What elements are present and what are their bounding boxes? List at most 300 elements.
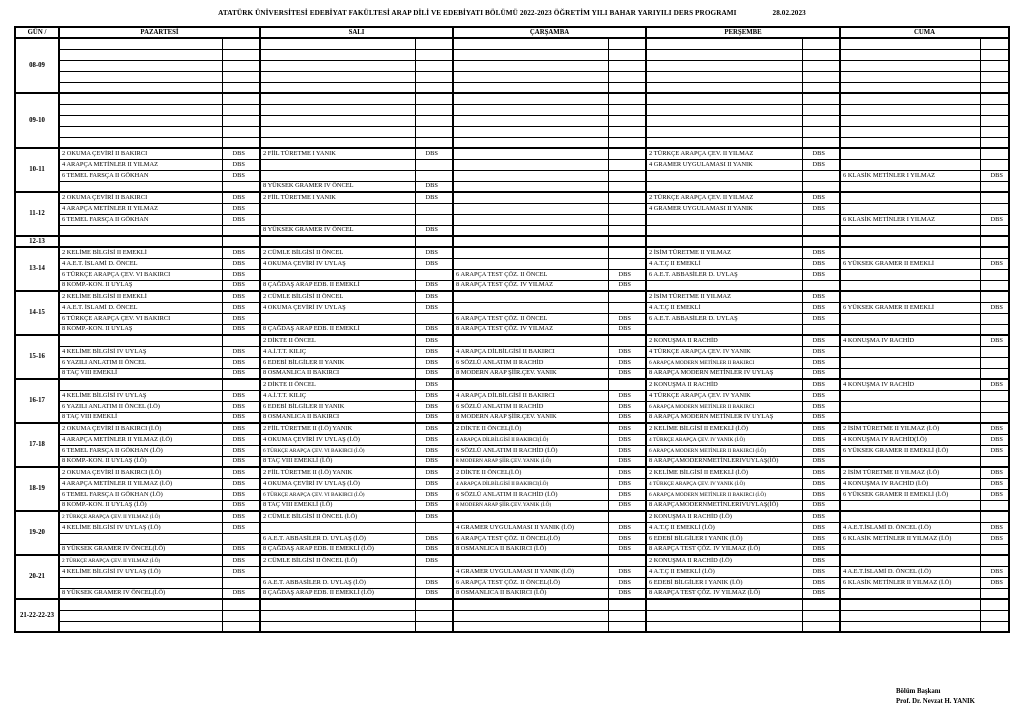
course-cell bbox=[646, 610, 802, 621]
course-cell bbox=[646, 38, 802, 49]
classroom-cell bbox=[415, 269, 453, 280]
course-cell: 2 CÜMLE BİLGİSİ II ÖNCEL bbox=[260, 247, 415, 258]
course-cell: 8 TAÇ VIII EMEKLİ (İ.Ö) bbox=[260, 456, 415, 467]
classroom-cell: DBS bbox=[802, 203, 840, 214]
course-cell bbox=[59, 621, 222, 632]
course-cell bbox=[59, 236, 222, 247]
classroom-cell: DBS bbox=[802, 511, 840, 522]
table-row bbox=[15, 258, 1009, 269]
hour-cell: 19-20 bbox=[15, 511, 59, 555]
classroom-cell: DBS bbox=[608, 368, 646, 379]
classroom-cell bbox=[608, 247, 646, 258]
classroom-cell: DBS bbox=[415, 148, 453, 159]
course-cell bbox=[646, 104, 802, 115]
course-cell bbox=[840, 82, 980, 93]
course-cell: 4 A.E.T. İSLAMİ D. ÖNCEL bbox=[59, 302, 222, 313]
classroom-cell bbox=[980, 368, 1009, 379]
course-cell bbox=[840, 544, 980, 555]
classroom-cell: DBS bbox=[802, 412, 840, 423]
classroom-cell: DBS bbox=[222, 434, 260, 445]
course-cell bbox=[260, 49, 415, 60]
course-cell: 6 EDEBİ BİLGİLER II YANIK bbox=[260, 401, 415, 412]
classroom-cell bbox=[980, 159, 1009, 170]
table-row bbox=[15, 478, 1009, 489]
classroom-cell bbox=[415, 214, 453, 225]
course-cell bbox=[840, 269, 980, 280]
course-cell: 8 KOMP.-KON. II UYLAŞ (İ.Ö) bbox=[59, 456, 222, 467]
course-cell: 8 TAÇ VIII EMEKLİ bbox=[59, 412, 222, 423]
course-cell: 2 OKUMA ÇEVİRİ II BAKIRCI bbox=[59, 192, 222, 203]
course-cell: 6 EDEBİ BİLGİLER I YANIK (İ.Ö) bbox=[646, 533, 802, 544]
classroom-cell bbox=[980, 225, 1009, 236]
course-cell bbox=[840, 621, 980, 632]
table-row bbox=[15, 489, 1009, 500]
classroom-cell: DBS bbox=[608, 566, 646, 577]
course-cell: 4 A.İ.T.T. KILIÇ bbox=[260, 390, 415, 401]
course-cell bbox=[840, 137, 980, 148]
course-cell: 2 TÜRKÇE ARAPÇA ÇEV. II YILMAZ bbox=[646, 148, 802, 159]
course-cell: 4 A.İ.T.T. KILIÇ bbox=[260, 346, 415, 357]
classroom-cell bbox=[980, 412, 1009, 423]
classroom-cell: DBS bbox=[608, 478, 646, 489]
course-cell bbox=[59, 49, 222, 60]
course-cell bbox=[840, 126, 980, 137]
classroom-cell bbox=[802, 93, 840, 104]
classroom-cell: DBS bbox=[980, 379, 1009, 390]
course-cell: 4 KONUŞMA IV RACHİD bbox=[840, 335, 980, 346]
classroom-cell: DBS bbox=[222, 170, 260, 181]
classroom-cell: DBS bbox=[802, 192, 840, 203]
course-cell bbox=[646, 93, 802, 104]
classroom-cell: DBS bbox=[415, 555, 453, 566]
classroom-cell: DBS bbox=[802, 588, 840, 599]
classroom-cell bbox=[415, 599, 453, 610]
table-row bbox=[15, 269, 1009, 280]
classroom-cell: DBS bbox=[222, 412, 260, 423]
classroom-cell bbox=[980, 511, 1009, 522]
course-cell bbox=[646, 137, 802, 148]
classroom-cell bbox=[608, 258, 646, 269]
classroom-cell: DBS bbox=[222, 258, 260, 269]
classroom-cell: DBS bbox=[415, 280, 453, 291]
classroom-cell: DBS bbox=[802, 401, 840, 412]
hour-cell: 09-10 bbox=[15, 93, 59, 148]
course-cell bbox=[59, 126, 222, 137]
course-cell: 4 OKUMA ÇEVİRİ IV UYLAŞ (İ.Ö) bbox=[260, 434, 415, 445]
classroom-cell bbox=[980, 324, 1009, 335]
course-cell: 4 KELİME BİLGİSİ IV UYLAŞ (İ.Ö) bbox=[59, 522, 222, 533]
course-cell: 8 ARAPÇA MODERN METİNLER IV UYLAŞ bbox=[646, 412, 802, 423]
classroom-cell: DBS bbox=[802, 379, 840, 390]
classroom-cell: DBS bbox=[608, 423, 646, 434]
classroom-cell bbox=[980, 555, 1009, 566]
schedule-table bbox=[14, 26, 1010, 633]
classroom-cell bbox=[608, 621, 646, 632]
course-cell bbox=[260, 610, 415, 621]
course-cell bbox=[453, 93, 608, 104]
classroom-cell bbox=[222, 49, 260, 60]
table-row bbox=[15, 148, 1009, 159]
classroom-cell: DBS bbox=[415, 588, 453, 599]
table-row bbox=[15, 401, 1009, 412]
classroom-cell: DBS bbox=[802, 577, 840, 588]
classroom-cell: DBS bbox=[802, 258, 840, 269]
course-cell bbox=[260, 203, 415, 214]
classroom-cell bbox=[802, 82, 840, 93]
course-cell: 8 MODERN ARAP ŞİİR.ÇEV. YANIK (İ.Ö) bbox=[453, 500, 608, 511]
course-cell: 8 YÜKSEK GRAMER IV ÖNCEL bbox=[260, 181, 415, 192]
course-cell: 4 KELİME BİLGİSİ IV UYLAŞ (İ.Ö) bbox=[59, 566, 222, 577]
classroom-cell: DBS bbox=[222, 478, 260, 489]
classroom-cell: DBS bbox=[980, 445, 1009, 456]
classroom-cell: DBS bbox=[222, 192, 260, 203]
classroom-cell bbox=[608, 192, 646, 203]
course-cell bbox=[260, 82, 415, 93]
course-cell: 8 ARAPÇAMODERNMETİNLERIVUYLAŞ(İÖ) bbox=[646, 500, 802, 511]
course-cell bbox=[840, 412, 980, 423]
table-row bbox=[15, 610, 1009, 621]
course-cell bbox=[840, 280, 980, 291]
course-cell bbox=[260, 104, 415, 115]
classroom-cell: DBS bbox=[608, 588, 646, 599]
course-cell: 4 OKUMA ÇEVİRİ IV UYLAŞ bbox=[260, 302, 415, 313]
course-cell: 2 KELİME BİLGİSİ II EMEKLİ (İ.Ö) bbox=[646, 467, 802, 478]
classroom-cell: DBS bbox=[980, 489, 1009, 500]
classroom-cell bbox=[608, 38, 646, 49]
classroom-cell: DBS bbox=[415, 192, 453, 203]
classroom-cell: DBS bbox=[415, 335, 453, 346]
classroom-cell: DBS bbox=[980, 577, 1009, 588]
classroom-cell bbox=[415, 71, 453, 82]
table-row bbox=[15, 192, 1009, 203]
classroom-cell: DBS bbox=[802, 390, 840, 401]
classroom-cell: DBS bbox=[608, 346, 646, 357]
course-cell bbox=[840, 115, 980, 126]
table-row bbox=[15, 379, 1009, 390]
course-cell: 4 KONUŞMA IV RACHİD bbox=[840, 379, 980, 390]
table-row bbox=[15, 566, 1009, 577]
classroom-cell: DBS bbox=[608, 489, 646, 500]
course-cell bbox=[840, 71, 980, 82]
course-cell bbox=[840, 599, 980, 610]
classroom-cell: DBS bbox=[415, 390, 453, 401]
course-cell: 6 A.E.T. ABBASİLER D. UYLAŞ bbox=[646, 313, 802, 324]
classroom-cell: DBS bbox=[415, 500, 453, 511]
classroom-cell bbox=[980, 192, 1009, 203]
course-cell bbox=[646, 115, 802, 126]
course-cell bbox=[453, 203, 608, 214]
course-cell: 4 A.T.Ç II EMEKLİ bbox=[646, 258, 802, 269]
course-cell: 6 ARAPÇA TEST ÇÖZ. II ÖNCEL bbox=[453, 313, 608, 324]
course-cell bbox=[453, 137, 608, 148]
classroom-cell bbox=[980, 104, 1009, 115]
classroom-cell: DBS bbox=[608, 412, 646, 423]
course-cell bbox=[59, 577, 222, 588]
classroom-cell bbox=[802, 49, 840, 60]
course-cell bbox=[260, 126, 415, 137]
course-cell bbox=[453, 302, 608, 313]
course-cell: 6 TÜRKÇE ARAPÇA ÇEV. VI BAKIRCI (İ.Ö) bbox=[260, 489, 415, 500]
classroom-cell bbox=[222, 60, 260, 71]
course-cell: 2 DİKTE II ÖNCEL bbox=[260, 335, 415, 346]
classroom-cell bbox=[980, 269, 1009, 280]
course-cell: 2 TÜRKÇE ARAPÇA ÇEV. II YILMAZ (İ.Ö) bbox=[59, 555, 222, 566]
table-row bbox=[15, 434, 1009, 445]
table-row bbox=[15, 225, 1009, 236]
classroom-cell: DBS bbox=[415, 379, 453, 390]
classroom-cell: DBS bbox=[608, 522, 646, 533]
course-cell: 8 ARAPÇA MODERN METİNLER IV UYLAŞ bbox=[646, 368, 802, 379]
classroom-cell: DBS bbox=[222, 313, 260, 324]
course-cell: 6 ARAPÇA MODERN METİNLER II BAKIRCI (İ.Ö) bbox=[646, 445, 802, 456]
classroom-cell: DBS bbox=[415, 324, 453, 335]
course-cell bbox=[840, 610, 980, 621]
classroom-cell: DBS bbox=[802, 269, 840, 280]
course-cell bbox=[59, 533, 222, 544]
course-cell: 4 KELİME BİLGİSİ IV UYLAŞ bbox=[59, 346, 222, 357]
classroom-cell bbox=[802, 324, 840, 335]
course-cell: 8 ÇAĞDAŞ ARAP EDB. II EMEKLİ bbox=[260, 324, 415, 335]
course-cell: 4 ARAPÇA DİLBİLGİSİ II BAKIRCI(İ.Ö) bbox=[453, 478, 608, 489]
course-cell: 6 TEMEL FARSÇA II GÖKHAN bbox=[59, 170, 222, 181]
classroom-cell bbox=[415, 115, 453, 126]
course-cell bbox=[453, 291, 608, 302]
classroom-cell bbox=[980, 456, 1009, 467]
table-row bbox=[15, 555, 1009, 566]
course-cell: 4 ARAPÇA METİNLER II YILMAZ (İ.Ö) bbox=[59, 434, 222, 445]
course-cell: 6 SÖZLÜ ANLATIM II RACHİD bbox=[453, 357, 608, 368]
course-cell: 2 CÜMLE BİLGİSİ II ÖNCEL (İ.Ö) bbox=[260, 555, 415, 566]
course-cell: 8 ÇAĞDAŞ ARAP EDB. II EMEKLİ bbox=[260, 280, 415, 291]
course-cell: 6 EDEBİ BİLGİLER II YANIK bbox=[260, 357, 415, 368]
course-cell: 6 ARAPÇA TEST ÇÖZ. II ÖNCEL(İ.Ö) bbox=[453, 577, 608, 588]
course-cell: 4 TÜRKÇE ARAPÇA ÇEV. IV YANIK bbox=[646, 346, 802, 357]
classroom-cell bbox=[222, 126, 260, 137]
classroom-cell: DBS bbox=[415, 544, 453, 555]
classroom-cell: DBS bbox=[980, 258, 1009, 269]
course-cell bbox=[59, 115, 222, 126]
col-header-monday: PAZARTESİ bbox=[59, 27, 260, 38]
classroom-cell bbox=[980, 357, 1009, 368]
signature-role: Bölüm Başkanı bbox=[896, 688, 941, 695]
classroom-cell bbox=[415, 49, 453, 60]
course-cell bbox=[646, 49, 802, 60]
classroom-cell bbox=[608, 225, 646, 236]
classroom-cell: DBS bbox=[802, 357, 840, 368]
course-cell: 8 OSMANLICA II BAKIRCI bbox=[260, 412, 415, 423]
classroom-cell: DBS bbox=[415, 456, 453, 467]
course-cell bbox=[453, 335, 608, 346]
hour-cell: 13-14 bbox=[15, 247, 59, 291]
classroom-cell: DBS bbox=[222, 148, 260, 159]
course-cell: 2 KONUŞMA II RACHİD (İ.Ö) bbox=[646, 511, 802, 522]
classroom-cell: DBS bbox=[222, 346, 260, 357]
classroom-cell: DBS bbox=[608, 445, 646, 456]
course-cell: 8 TAÇ VIII EMEKLİ (İ.Ö) bbox=[260, 500, 415, 511]
classroom-cell: DBS bbox=[415, 434, 453, 445]
hour-cell: 21-22-22-23 bbox=[15, 599, 59, 632]
table-row bbox=[15, 159, 1009, 170]
table-row bbox=[15, 236, 1009, 247]
course-cell: 4 GRAMER UYGULAMASI II YANIK bbox=[646, 203, 802, 214]
classroom-cell bbox=[802, 170, 840, 181]
classroom-cell: DBS bbox=[415, 368, 453, 379]
classroom-cell bbox=[802, 610, 840, 621]
course-cell: 2 CÜMLE BİLGİSİ II ÖNCEL (İ.Ö) bbox=[260, 511, 415, 522]
classroom-cell bbox=[980, 588, 1009, 599]
classroom-cell bbox=[802, 137, 840, 148]
course-cell: 4 A.T.Ç II EMEKLİ (İ.Ö) bbox=[646, 522, 802, 533]
classroom-cell: DBS bbox=[415, 291, 453, 302]
course-cell: 4 OKUMA ÇEVİRİ IV UYLAŞ (İ.Ö) bbox=[260, 478, 415, 489]
classroom-cell: DBS bbox=[222, 423, 260, 434]
classroom-cell bbox=[415, 93, 453, 104]
course-cell bbox=[840, 511, 980, 522]
course-cell bbox=[840, 555, 980, 566]
course-cell bbox=[840, 390, 980, 401]
course-cell bbox=[646, 280, 802, 291]
classroom-cell bbox=[980, 38, 1009, 49]
table-row bbox=[15, 214, 1009, 225]
classroom-cell bbox=[415, 522, 453, 533]
classroom-cell: DBS bbox=[415, 401, 453, 412]
classroom-cell bbox=[980, 126, 1009, 137]
col-header-thursday: PERŞEMBE bbox=[646, 27, 840, 38]
table-row bbox=[15, 390, 1009, 401]
hour-cell: 16-17 bbox=[15, 379, 59, 423]
classroom-cell: DBS bbox=[802, 291, 840, 302]
hour-cell: 11-12 bbox=[15, 192, 59, 236]
classroom-cell: DBS bbox=[415, 225, 453, 236]
classroom-cell bbox=[415, 610, 453, 621]
classroom-cell: DBS bbox=[222, 555, 260, 566]
course-cell bbox=[840, 500, 980, 511]
course-cell: 6 KLASİK METİNLER II YILMAZ (İ.Ö) bbox=[840, 577, 980, 588]
course-cell: 6 YAZILI ANLATIM II ÖNCEL (İ.Ö) bbox=[59, 401, 222, 412]
classroom-cell bbox=[980, 115, 1009, 126]
course-cell bbox=[453, 159, 608, 170]
table-row bbox=[15, 335, 1009, 346]
table-row bbox=[15, 544, 1009, 555]
classroom-cell: DBS bbox=[802, 478, 840, 489]
course-cell bbox=[260, 313, 415, 324]
title-text: ATATÜRK ÜNİVERSİTESİ EDEBİYAT FAKÜLTESİ ARAP DİLİ VE EDEBİYATI BÖLÜMÜ 2022-2023 ÖĞRETİM YILI BAHAR YARIYILI DERS PROGRAMI bbox=[218, 9, 737, 17]
classroom-cell: DBS bbox=[415, 412, 453, 423]
course-cell: 2 FİİL TÜRETME I YANIK bbox=[260, 148, 415, 159]
course-cell: 6 ARAPÇA TEST ÇÖZ. II ÖNCEL bbox=[453, 269, 608, 280]
classroom-cell bbox=[222, 137, 260, 148]
course-cell bbox=[453, 71, 608, 82]
classroom-cell bbox=[802, 280, 840, 291]
course-cell: 2 KONUŞMA II RACHİD (İ.Ö) bbox=[646, 555, 802, 566]
table-row bbox=[15, 247, 1009, 258]
course-cell bbox=[453, 49, 608, 60]
course-cell: 4 TÜRKÇE ARAPÇA ÇEV. IV YANIK bbox=[646, 390, 802, 401]
course-cell: 2 FİİL TÜRETME II (İ.Ö) YANIK bbox=[260, 423, 415, 434]
course-cell bbox=[260, 269, 415, 280]
classroom-cell: DBS bbox=[415, 467, 453, 478]
classroom-cell bbox=[980, 137, 1009, 148]
classroom-cell bbox=[980, 49, 1009, 60]
classroom-cell bbox=[608, 379, 646, 390]
classroom-cell bbox=[608, 236, 646, 247]
classroom-cell: DBS bbox=[222, 302, 260, 313]
table-row bbox=[15, 60, 1009, 71]
course-cell: 4 A.E.T. İSLAMİ D. ÖNCEL bbox=[59, 258, 222, 269]
course-cell: 6 EDEBİ BİLGİLER I YANIK (İ.Ö) bbox=[646, 577, 802, 588]
course-cell: 4 KONUŞMA IV RACHİD (İ.Ö) bbox=[840, 478, 980, 489]
classroom-cell: DBS bbox=[608, 456, 646, 467]
classroom-cell bbox=[415, 170, 453, 181]
classroom-cell bbox=[802, 126, 840, 137]
hour-cell: 08-09 bbox=[15, 38, 59, 93]
classroom-cell: DBS bbox=[222, 511, 260, 522]
classroom-cell bbox=[980, 500, 1009, 511]
classroom-cell bbox=[608, 115, 646, 126]
classroom-cell bbox=[415, 621, 453, 632]
course-cell: 4 ARAPÇA DİLBİLGİSİ II BAKIRCI bbox=[453, 346, 608, 357]
classroom-cell: DBS bbox=[222, 401, 260, 412]
classroom-cell: DBS bbox=[980, 533, 1009, 544]
classroom-cell bbox=[415, 38, 453, 49]
classroom-cell: DBS bbox=[415, 346, 453, 357]
classroom-cell: DBS bbox=[802, 148, 840, 159]
table-row bbox=[15, 456, 1009, 467]
classroom-cell bbox=[802, 71, 840, 82]
classroom-cell: DBS bbox=[415, 181, 453, 192]
course-cell: 2 OKUMA ÇEVİRİ II BAKIRCI (İ.Ö) bbox=[59, 423, 222, 434]
course-cell bbox=[646, 170, 802, 181]
course-cell: 8 YÜKSEK GRAMER IV ÖNCEL bbox=[260, 225, 415, 236]
classroom-cell bbox=[802, 60, 840, 71]
course-cell bbox=[840, 192, 980, 203]
course-cell bbox=[453, 38, 608, 49]
table-row bbox=[15, 324, 1009, 335]
classroom-cell: DBS bbox=[608, 401, 646, 412]
course-cell: 6 KLASİK METİNLER II YILMAZ (İ.Ö) bbox=[840, 533, 980, 544]
course-cell bbox=[59, 71, 222, 82]
classroom-cell: DBS bbox=[802, 423, 840, 434]
table-row bbox=[15, 511, 1009, 522]
classroom-cell bbox=[980, 247, 1009, 258]
course-cell: 6 YÜKSEK GRAMER II EMEKLİ bbox=[840, 302, 980, 313]
course-cell bbox=[260, 214, 415, 225]
classroom-cell: DBS bbox=[980, 566, 1009, 577]
course-cell: 4 ARAPÇA DİLBİLGİSİ II BAKIRCI bbox=[453, 390, 608, 401]
course-cell bbox=[646, 82, 802, 93]
page-title bbox=[0, 9, 1024, 17]
course-cell bbox=[646, 181, 802, 192]
course-cell: 6 TEMEL FARSÇA II GÖKHAN bbox=[59, 214, 222, 225]
course-cell bbox=[840, 401, 980, 412]
course-cell bbox=[453, 555, 608, 566]
course-cell bbox=[59, 181, 222, 192]
course-cell bbox=[840, 588, 980, 599]
course-cell bbox=[453, 511, 608, 522]
course-cell: 2 TÜRKÇE ARAPÇA ÇEV. II YILMAZ (İ.Ö) bbox=[59, 511, 222, 522]
classroom-cell: DBS bbox=[222, 588, 260, 599]
classroom-cell bbox=[415, 126, 453, 137]
classroom-cell bbox=[222, 82, 260, 93]
classroom-cell bbox=[608, 181, 646, 192]
classroom-cell: DBS bbox=[980, 423, 1009, 434]
course-cell bbox=[260, 522, 415, 533]
table-row bbox=[15, 533, 1009, 544]
classroom-cell: DBS bbox=[222, 522, 260, 533]
course-cell: 2 TÜRKÇE ARAPÇA ÇEV. II YILMAZ bbox=[646, 192, 802, 203]
classroom-cell: DBS bbox=[608, 269, 646, 280]
classroom-cell: DBS bbox=[222, 159, 260, 170]
